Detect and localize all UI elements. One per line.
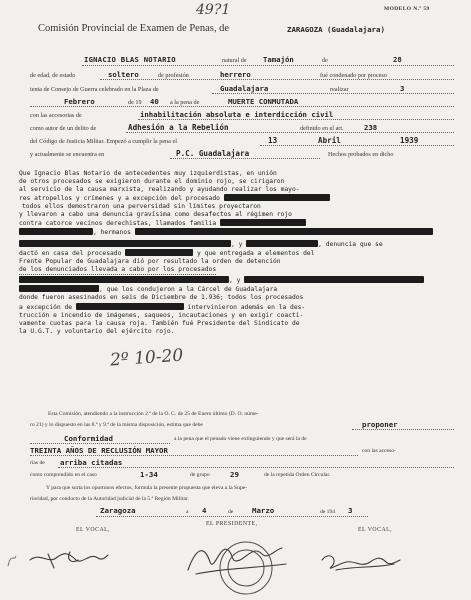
hechos-line: Que Ignacio Blas Notario de antecedentes muy izquierdistas, en unión (19, 170, 277, 177)
propuesta-line: de la repetida Orden Circular. (264, 472, 331, 478)
field-rule (260, 145, 454, 146)
encuentra-value: P.C. Guadalajara (176, 149, 250, 158)
grupo-label: de grupo (190, 472, 210, 478)
redaction-bar (19, 240, 231, 247)
redaction-bar (135, 228, 433, 235)
propuesta-line: como comprendido en el caso (30, 472, 97, 478)
hechos-line: vamente cuotas para la causa roja. También fué Presidente del Sindicato de (19, 320, 300, 327)
hechos-line: al servicio de la causa marxista, realizando y ayudando realizar los mayo- (19, 186, 300, 193)
hechos-line: , que los condujeron a la Cárcel de Guadalajara (19, 285, 277, 294)
field-rule (30, 443, 170, 444)
redaction-bar (19, 276, 229, 283)
redaction-bar (224, 194, 330, 201)
grupo-value: 29 (230, 470, 239, 479)
vocal2-label: EL VOCAL, (358, 527, 393, 533)
field-rule (352, 429, 454, 430)
hechos-line: de otros procesados se exigieron durante el dominio rojo, se cirigaron (19, 178, 285, 185)
field-rule (100, 79, 454, 80)
fecha-anio-label: de 194 (320, 509, 336, 515)
handwritten-note: 2º 10-20 (109, 345, 184, 371)
hechos-line: contra catorce vecinos derechistas, llamados familia (19, 219, 306, 228)
hechos-line: de los denunciados llevada a cabo por los procesados (19, 266, 216, 275)
natural-de-label: natural de (222, 57, 247, 64)
field-rule (126, 132, 454, 133)
presidente-signature (188, 548, 282, 570)
signatures (0, 530, 471, 600)
field-rule (170, 158, 320, 159)
pena-label: a la pena de (170, 99, 200, 106)
vocal2-signature (322, 556, 400, 568)
birthplace: Tamajón (263, 55, 294, 64)
hechos-line: , y (19, 276, 424, 285)
consejo-label: tenta de Consejo de Guerra celebrado en la Plaza de (30, 86, 159, 93)
articulo-value: 238 (364, 123, 378, 132)
form-title: Comisión Provincial de Examen de Penas, de (38, 23, 230, 34)
day2: 13 (268, 136, 278, 145)
hechos-line: dactó en casa del procesado y que entregada a elementos del (19, 250, 315, 257)
field-rule (96, 516, 368, 517)
year1: 40 (150, 97, 159, 106)
codigo-label: del Código de Justicia Militar. Empezó a cumplir la pena el (30, 138, 177, 145)
fecha-dia: 4 (202, 506, 207, 515)
propuesta-line: rioridad, por conducto de la Autoridad judicial de la 5.ª Región Militar. (30, 496, 189, 502)
fecha-anio: 3 (348, 506, 353, 515)
propuesta-line: Esta Comisión, atendiendo a la instrucción 2.ª de la O. C. de 25 de Enero último (D. O. núme- (48, 411, 259, 417)
vocal1-label: EL VOCAL, (76, 527, 111, 533)
age: 28 (393, 55, 402, 64)
day1: 3 (400, 84, 405, 93)
handwritten-doc-number: 49?1 (196, 2, 231, 18)
form-province: ZARAGOZA (Guadalajara) (287, 25, 385, 34)
pena-value: MUERTE CONMUTADA (228, 97, 299, 106)
month2: Abril (318, 136, 341, 145)
redaction-bar (19, 285, 99, 292)
profesion-value: herrero (220, 70, 251, 79)
hechos-line: la U.G.T. y voluntario del ejército rojo. (19, 328, 175, 335)
year1-label: de 19 (128, 99, 142, 106)
propone-value: proponer (362, 420, 398, 429)
hechos-line: a excepción de intervinieron además en la des- (19, 304, 306, 311)
redaction-bar (246, 240, 318, 247)
hechos-label: Hechos probados en dicho (328, 151, 394, 158)
profesion-label: de profesión (158, 72, 189, 79)
month1: Febrero (64, 97, 95, 106)
fecha-ciudad: Zaragoza (100, 506, 136, 515)
redaction-bar (19, 228, 93, 235)
accesorias-propuesta: arriba citadas (60, 458, 123, 467)
conformidad-value: Conformidad (64, 434, 113, 443)
fecha-de-label: de (228, 509, 234, 515)
pena-propuesta: TREINTA AÑOS DE RECLUSIÓN MAYOR (30, 446, 168, 455)
accesorias-label: con las accesorias de (30, 112, 82, 119)
propuesta-line: ro 21) y lo dispuesto en las 8.ª y 9.ª de la misma disposición, estima que debe (30, 422, 203, 428)
prisoner-name: IGNACIO BLAS NOTARIO (84, 55, 176, 64)
field-rule (82, 65, 454, 66)
propuesta-line: Y para que surta los oportunos efectos, formula la presente propuesta que eleva a la Supe- (46, 485, 248, 491)
redaction-bar (125, 249, 193, 256)
field-rule (58, 467, 454, 468)
form-code: MODELO N.º 59 (384, 6, 430, 12)
redaction-bar (220, 219, 306, 226)
hechos-line: , y , denuncia que se (19, 240, 383, 249)
field-rule (212, 93, 454, 94)
condenado-label: fué condenado por proceso (320, 72, 387, 79)
year2: 1939 (400, 136, 419, 145)
hechos-line: trucción e incendio de imágenes, saqueos, incautaciones y en exigir coacti- (19, 312, 304, 319)
estado-value: soltero (108, 70, 139, 79)
propuesta-line: rias de (30, 460, 45, 466)
fecha-mes: Marzo (252, 506, 275, 515)
delito-value: Adhesión a la Rebelión (128, 123, 229, 132)
hechos-line: res atropellos y crímenes y a excepción del procesado (19, 194, 330, 203)
propuesta-line: a la pena que el penado viene extinguiendo y que será la de (174, 436, 307, 442)
encuentra-label: y actualmente se encuentra en (30, 151, 105, 158)
hechos-line: Frente Popular de Guadalajara dió por resultado la orden de detención (19, 258, 281, 265)
field-rule (30, 455, 358, 456)
de-label: de (322, 57, 328, 64)
field-rule (30, 106, 454, 107)
delito-label: como autor de un delito de (30, 125, 97, 132)
hechos-line: y llevaron a cabo una denuncia gravísima como desafectos al régimen rojo (19, 211, 292, 218)
realizar-label: realizar (330, 86, 349, 93)
field-rule (138, 119, 454, 120)
redaction-bar (244, 276, 424, 283)
edad-label: de edad, de estado (30, 72, 76, 79)
hechos-line: , hermanos (19, 228, 433, 237)
plaza-value: Guadalajara (220, 84, 269, 93)
presidente-label: EL PRESIDENTE, (206, 521, 258, 527)
redaction-bar (76, 303, 184, 310)
caso-value: 1-34 (140, 470, 158, 479)
hechos-line: todos ellos demostraron una perversidad sin límites proyectaron (22, 203, 261, 210)
articulo-label: definido en el art. (300, 125, 344, 132)
fecha-a-label: a (186, 509, 189, 515)
propuesta-line: con las acceso- (362, 448, 396, 454)
hechos-line: donde fueron asesinados en seis de Diciembre de 1.936; todos los procesados (19, 294, 304, 301)
accesorias-value: inhabilitación absoluta e interdicción civil (140, 110, 334, 119)
